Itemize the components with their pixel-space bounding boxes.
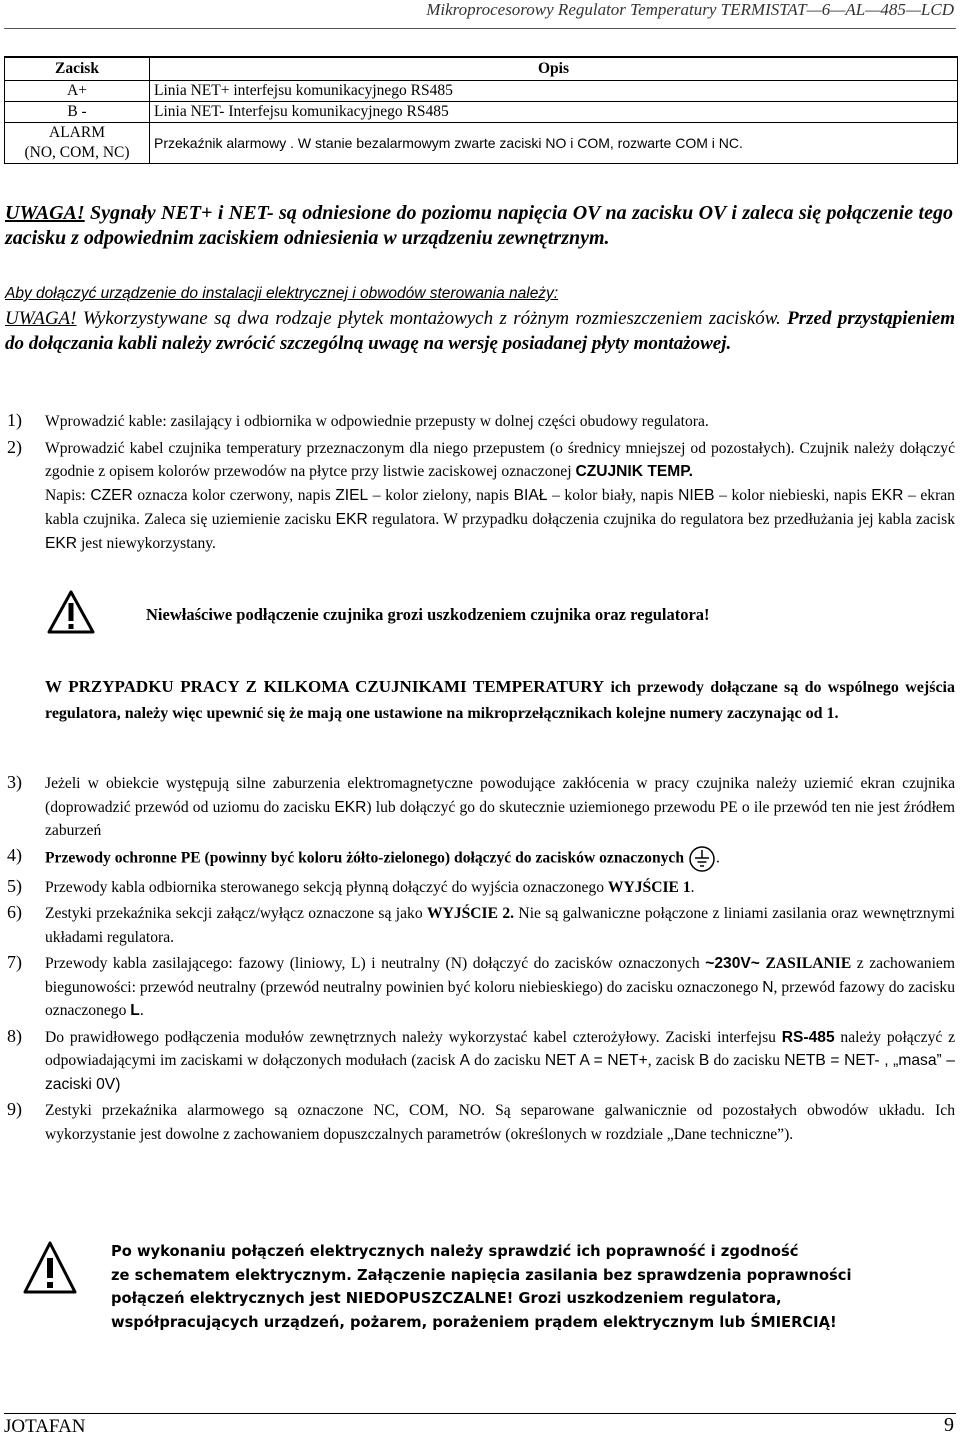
table-row (5, 102, 958, 123)
item-code: L (130, 1002, 140, 1019)
item-bold: CZUJNIK TEMP. (575, 463, 693, 480)
item-number: 8) (7, 1025, 22, 1046)
terminal-label-line1: ALARM (49, 124, 105, 141)
item-number: 1) (7, 410, 22, 430)
note-text: regulatora. W przypadku dołączenia czujnika do regulatora bez przedłużania jej kabla zacisk (367, 510, 956, 528)
final-warning-line: połączeń elektrycznych jest NIEDOPUSZCZALNE! Grozi uszkodzeniem regulatora, (111, 1290, 782, 1307)
note-code: EKR (45, 534, 78, 552)
note-code: CZER (90, 486, 133, 504)
note-text: – kolor niebieski, napis (714, 486, 872, 504)
item-text: do zacisku (709, 1052, 785, 1069)
warning-text: Sygnały NET+ i NET- są odniesione do poziomu napięcia OV na zacisku OV i zaleca się połączenie tego zacisku z odpowiednim zaciskiem odniesienia w urządzeniu zewnętrznym. (5, 202, 953, 249)
item-number: 5) (7, 875, 22, 896)
item-text: . (139, 1002, 144, 1019)
terminal-cell (5, 123, 150, 164)
item-text: Zestyki przekaźnika sekcji załącz/wyłącz oznaczone są jako (45, 905, 427, 922)
item-text: Przewody ochronne PE (powinny być koloru żółto-zielonego) dołączyć do zacisków oznaczonych (45, 849, 685, 867)
footer-rule (4, 1413, 956, 1414)
warning-triangle-icon (47, 590, 95, 634)
item-code: NET A = NET+ (544, 1052, 648, 1069)
description-cell: Linia NET- Interfejsu komunikacyjnego RS485 (150, 102, 958, 123)
list-item (5, 1099, 955, 1146)
item-text: , przewód fazowy do zacisku oznaczonego (45, 978, 955, 1019)
list-item (5, 410, 955, 434)
item-number: 2) (7, 436, 22, 457)
multi-sensor-note (45, 674, 955, 727)
warning-text-bold: Przed przystąpieniem do dołączania kabli należy zwrócić szczególną uwagę na wersję posiadanej płyty montażowej. (5, 308, 955, 354)
list-item (5, 437, 955, 484)
item-text: Wprowadzić kabel czujnika temperatury przeznaczonym dla niego przepustem (o średnicy mniejszej od pozostałych). Czujnik należy dołączyć zgodnie z opisem kolorów przewodów na płytce przy listwie zaciskowej oznaczonej (45, 439, 955, 480)
item-text: . (690, 878, 695, 896)
item-text: Jeżeli w obiekcie występują silne zaburzenia elektromagnetyczne powodujące zakłócenia w pracy czujnika należy uziemić ekran czujnika (doprowadzić przewód od uziomu do zacisku (45, 775, 955, 816)
item-number: 4) (7, 844, 22, 865)
note-text: oznacza kolor czerwony, napis (132, 486, 336, 504)
steps-list-1 (5, 410, 955, 556)
table-header-row (5, 57, 958, 81)
final-warning-line: współpracujących urządzeń, pożarem, porażeniem prądem elektrycznym lub ŚMIERCIĄ! (111, 1313, 837, 1331)
item-text: z zachowaniem biegunowości: przewód neutralny (przewód neutralny powinien być koloru niebieskiego) do zacisku oznaczonego (45, 955, 955, 996)
list-item (5, 902, 955, 949)
item-text: Wprowadzić kable: zasilający i odbiornika w odpowiednie przepusty w dolnej części obudowy regulatora. (45, 413, 709, 430)
item-code: B (698, 1052, 710, 1069)
note-code: EKR (871, 486, 904, 504)
item-code: A (459, 1052, 470, 1069)
note-code: ZIEL (335, 486, 369, 504)
sensor-warning: Niewłaściwe podłączenie czujnika grozi uszkodzeniem czujnika oraz regulatora! (146, 605, 710, 624)
list-item (5, 845, 955, 873)
item-number: 7) (7, 952, 22, 972)
note-text: Napis: (45, 486, 91, 504)
item-text: Zestyki przekaźnika alarmowego są oznaczone NC, COM, NO. Są separowane galwanicznie od pozostałych obwodów układu. Ich wykorzystanie jest dowolne z zachowaniem dopuszczalnych parametrów (określonych w rozdziale „Dane techniczne”). (45, 1102, 955, 1143)
final-safety-warning (111, 1240, 911, 1334)
mounting-board-warning (5, 306, 955, 356)
item-bold: ~230V~ (705, 955, 760, 972)
item-text: Do prawidłowego podłączenia modułów zewnętrznych należy wykorzystać kabel czterożyłowy. Zaciski interfejsu (45, 1028, 782, 1046)
table-row (5, 123, 958, 164)
item-text: do zacisku (470, 1052, 545, 1069)
item-code: NETB = NET- , „masa” – zaciski 0V) (45, 1052, 955, 1093)
item-text: . (716, 849, 720, 867)
item-text: należy połączyć z odpowiadającymi im zaciskami w dołączonych modułach (zacisk (45, 1028, 955, 1069)
list-item (5, 772, 955, 843)
item-bold: WYJŚCIE 2. (426, 905, 515, 922)
terminal-column-header: Zacisk (5, 57, 150, 81)
note-code: NIEB (678, 486, 715, 504)
warning-label: UWAGA! (5, 202, 85, 224)
warning-text: Wykorzystywane są dwa rodzaje płytek montażowych z różnym rozmieszczeniem zacisków. (76, 308, 781, 329)
table-row (5, 81, 958, 102)
description-cell: Przekaźnik alarmowy . W stanie bezalarmowym zwarte zaciski NO i COM, rozwarte COM i NC. (150, 123, 958, 164)
item-text: Nie są galwaniczne połączone z liniami zasilania oraz wewnętrznymi układami regulatora. (45, 905, 955, 946)
note-code: EKR (335, 510, 368, 528)
final-warning-line: Po wykonaniu połączeń elektrycznych należy sprawdzić ich poprawność i zgodność (111, 1243, 799, 1260)
multi-sensor-caps: W PRZYPADKU PRACY Z KILKOMA CZUJNIKAMI TEMPERATURY (45, 677, 605, 696)
note-text: jest niewykorzystany. (77, 534, 216, 552)
description-cell: Linia NET+ interfejsu komunikacyjnego RS485 (150, 81, 958, 102)
net-warning (5, 201, 953, 251)
list-item (5, 876, 955, 900)
running-header: Mikroprocesorowy Regulator Temperatury TERMISTAT—6—AL—485—LCD (426, 0, 954, 19)
footer-brand: JOTAFAN (4, 1416, 86, 1437)
multi-sensor-text: ich przewody dołączane są do wspólnego wejścia regulatora, należy więc upewnić się że mają one ustawione na mikroprzełącznikach kolejne numery zaczynając od 1. (45, 679, 955, 722)
item-text: , zacisk (647, 1052, 699, 1069)
note-text: – ekran kabla czujnika. Zaleca się uziemienie zacisku (45, 486, 955, 528)
description-column-header: Opis (150, 57, 958, 81)
item-code: RS-485 (781, 1028, 835, 1046)
item-text: Przewody kabla zasilającego: fazowy (liniowy, L) i neutralny (N) dołączyć do zacisków oznaczonych (45, 955, 706, 972)
terminal-cell: A+ (5, 81, 150, 102)
warning-label: UWAGA! (5, 308, 77, 329)
terminal-cell: B - (5, 102, 150, 123)
page-number: 9 (944, 1414, 954, 1436)
list-item (5, 1026, 955, 1097)
color-note (5, 484, 955, 556)
header-rule (4, 28, 956, 29)
item-number: 9) (7, 1099, 22, 1119)
warning-triangle-icon (22, 1240, 78, 1296)
note-code: BIAŁ (513, 486, 548, 504)
steps-list-2 (5, 772, 955, 1146)
item-number: 3) (7, 772, 22, 792)
note-text: – kolor biały, napis (547, 486, 679, 504)
item-bold: WYJŚCIE 1 (607, 878, 691, 896)
item-code: EKR (334, 798, 367, 816)
item-text: Przewody kabla odbiornika sterowanego sekcją płynną dołączyć do wyjścia oznaczonego (45, 878, 608, 896)
item-bold: ZASILANIE (759, 955, 852, 972)
terminal-label-line2: (NO, COM, NC) (24, 144, 130, 161)
item-number: 6) (7, 902, 22, 922)
terminals-table (4, 56, 958, 164)
item-code: N (762, 978, 774, 996)
protective-earth-icon (688, 845, 716, 873)
list-item (5, 952, 955, 1023)
intro-line: Aby dołączyć urządzenie do instalacji elektrycznej i obwodów sterowania należy: (5, 285, 559, 302)
note-text: – kolor zielony, napis (368, 486, 514, 504)
item-text: ) lub dołączyć go do skutecznie uziemionego przewodu PE o ile przewód ten nie jest źródłem zaburzeń (45, 798, 955, 839)
final-warning-line: ze schematem elektrycznym. Załączenie napięcia zasilania bez sprawdzenia poprawności (111, 1266, 852, 1284)
